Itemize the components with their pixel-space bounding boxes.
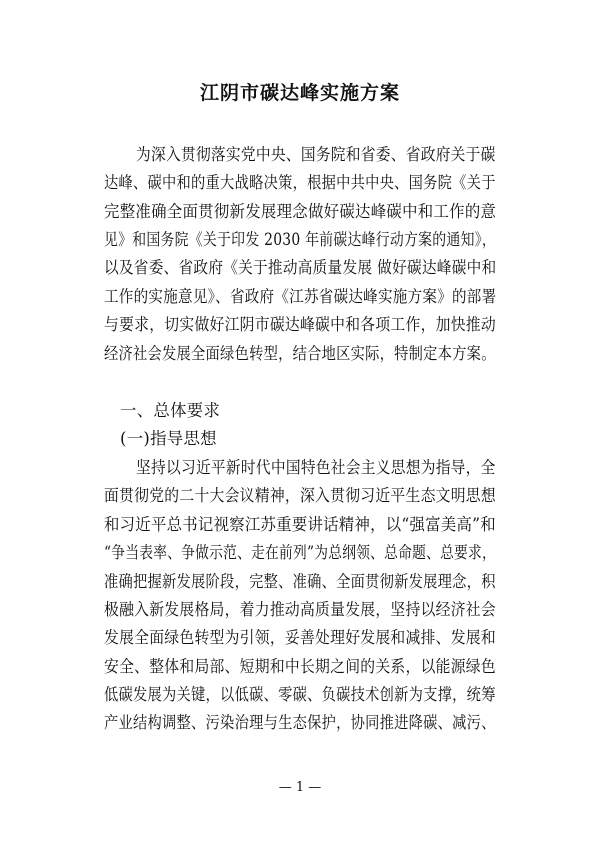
paragraph-line: 工作的实施意见》、省政府《江苏省碳达峰实施方案》的部署 bbox=[104, 287, 497, 306]
paragraph-line: 面贯彻党的二十大会议精神，深入贯彻习近平生态文明思想 bbox=[104, 486, 496, 505]
paragraph-line: 与要求，切实做好江阴市碳达峰碳中和各项工作，加快推动 bbox=[104, 315, 496, 334]
paragraph-line: 发展全面绿色转型为引领，妥善处理好发展和减排、发展和 bbox=[104, 628, 496, 647]
paragraph-line: 经济社会发展全面绿色转型，结合地区实际，特制定本方案。 bbox=[104, 344, 496, 363]
paragraph-line: 极融入新发展格局，着力推动高质量发展，坚持以经济社会 bbox=[104, 600, 496, 619]
page-number: — 1 — bbox=[278, 780, 322, 795]
paragraph-line: 完整准确全面贯彻新发展理念做好碳达峰碳中和工作的意 bbox=[104, 202, 497, 221]
paragraph-line: 和习近平总书记视察江苏重要讲话精神，以“强富美高”和 bbox=[104, 515, 496, 534]
paragraph-line: 达峰、碳中和的重大战略决策，根据中共中央、国务院《关于 bbox=[104, 173, 496, 192]
paragraph-line: 产业结构调整、污染治理与生态保护，协同推进降碳、减污、 bbox=[104, 713, 496, 732]
paragraph-line: 为深入贯彻落实党中央、国务院和省委、省政府关于碳 bbox=[136, 145, 496, 164]
paragraph-line: 以及省委、省政府《关于推动高质量发展 做好碳达峰碳中和 bbox=[104, 258, 497, 277]
paragraph-line: 低碳发展为关键，以低碳、零碳、负碳技术创新为支撑，统筹 bbox=[104, 685, 496, 704]
paragraph-line: “争当表率、争做示范、走在前列”为总纲领、总命题、总要求， bbox=[104, 543, 497, 562]
paragraph-line: 安全、整体和局部、短期和中长期之间的关系，以能源绿色 bbox=[104, 657, 496, 676]
section-heading: 一、总体要求 bbox=[120, 401, 221, 420]
document-title: 江阴市碳达峰实施方案 bbox=[199, 82, 400, 104]
subsection-heading: (一)指导思想 bbox=[120, 429, 217, 448]
paragraph-line: 坚持以习近平新时代中国特色社会主义思想为指导，全 bbox=[136, 458, 496, 477]
paragraph-line: 准确把握新发展阶段，完整、准确、全面贯彻新发展理念，积 bbox=[104, 572, 496, 591]
paragraph-line: 见》和国务院《关于印发 2030 年前碳达峰行动方案的通知》， bbox=[104, 230, 497, 249]
